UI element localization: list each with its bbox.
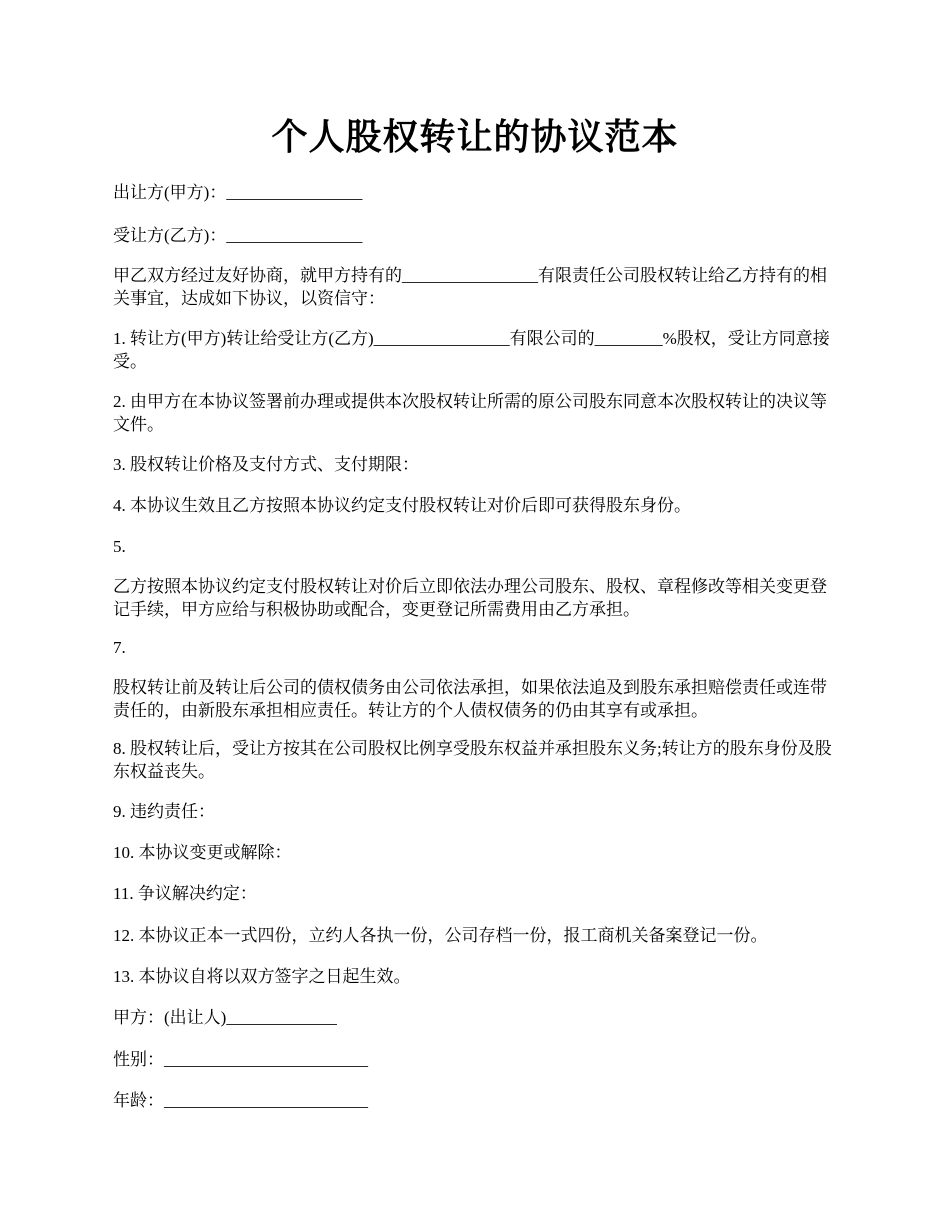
clause-8: 8. 股权转让后，受让方按其在公司股权比例享受股东权益并承担股东义务;转让方的股东身份及股东权益丧失。	[113, 739, 832, 781]
clause-10: 10. 本协议变更或解除：	[113, 843, 292, 862]
clause-7-body: 股权转让前及转让后公司的债权债务由公司依法承担，如果依法追及到股东承担赔偿责任或连带责任的，由新股东承担相应责任。转让方的个人债权债务的仍由其享有或承担。	[113, 678, 827, 720]
clause-7: 7.	[113, 638, 126, 657]
document-title: 个人股权转让的协议范本	[271, 117, 679, 157]
clause-2: 2. 由甲方在本协议签署前办理或提供本次股权转让所需的原公司股东同意本次股权转让的决议等文件。	[113, 392, 827, 434]
clause-3: 3. 股权转让价格及支付方式、支付期限：	[113, 455, 419, 474]
paragraph-transferee: 受让方(乙方)：________________	[113, 226, 363, 245]
signature-gender: 性别：________________________	[113, 1050, 368, 1069]
clause-1: 1. 转让方(甲方)转让给受让方(乙方)________________有限公司的________%股权，受让方同意接受。	[113, 329, 830, 371]
paragraph-transferor: 出让方(甲方)：________________	[113, 183, 363, 202]
clause-9: 9. 违约责任：	[113, 802, 215, 821]
clause-5: 5.	[113, 537, 126, 556]
clause-13: 13. 本协议自将以双方签字之日起生效。	[113, 967, 411, 986]
clause-4: 4. 本协议生效且乙方按照本协议约定支付股权转让对价后即可获得股东身份。	[113, 496, 691, 515]
signature-party-a: 甲方：(出让人)_____________	[113, 1008, 337, 1027]
clause-11: 11. 争议解决约定：	[113, 884, 257, 903]
clause-12: 12. 本协议正本一式四份，立约人各执一份，公司存档一份，报工商机关备案登记一份。	[113, 926, 768, 945]
signature-age: 年龄：________________________	[113, 1091, 368, 1110]
paragraph-preamble: 甲乙双方经过友好协商，就甲方持有的________________有限责任公司股权转让给乙方持有的相关事宜，达成如下协议，以资信守：	[113, 266, 827, 308]
clause-5-body: 乙方按照本协议约定支付股权转让对价后立即依法办理公司股东、股权、章程修改等相关变更登记手续，甲方应给与积极协助或配合，变更登记所需费用由乙方承担。	[113, 577, 827, 619]
